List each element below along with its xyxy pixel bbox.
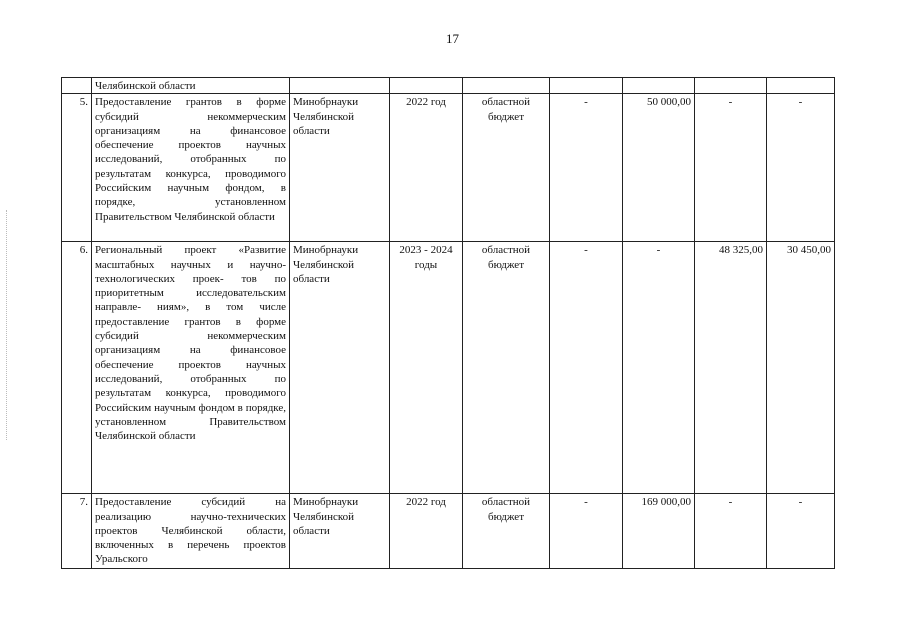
- amount-col-1: -: [550, 242, 623, 494]
- amount-col-3: 48 325,00: [695, 242, 767, 494]
- measure-description: Предоставление субсидий на реализацию научно-технических проектов Челябинской области, включенных в перечень проектов Уральского: [92, 494, 290, 569]
- executor: Минобрнауки Челябинской области: [290, 94, 390, 242]
- amount-col-1: -: [550, 494, 623, 569]
- row-number: 7.: [62, 494, 92, 569]
- page-number: 17: [446, 31, 459, 46]
- amount-col-2: -: [623, 242, 695, 494]
- table-row: [62, 494, 835, 569]
- amount-col-2: 169 000,00: [623, 494, 695, 569]
- table-row: [62, 242, 835, 494]
- amount-col-3: [695, 78, 767, 94]
- amount-col-1: -: [550, 94, 623, 242]
- amount-col-4: -: [767, 94, 835, 242]
- amount-col-4: 30 450,00: [767, 242, 835, 494]
- funding-source: [463, 78, 550, 94]
- amount-col-1: [550, 78, 623, 94]
- measure-description: Предоставление грантов в форме субсидий некоммерческим организациям на финансовое обеспечение проектов научных исследований, отобранных по результатам конкурса, проводимого Российским научным фондом, в порядке, установленном Правительством Челябинской области: [92, 94, 290, 242]
- period: [390, 78, 463, 94]
- table-row: [62, 94, 835, 242]
- margin-dotted-line: [6, 210, 7, 440]
- row-number: 6.: [62, 242, 92, 494]
- row-number: 5.: [62, 94, 92, 242]
- row-number: [62, 78, 92, 94]
- executor: Минобрнауки Челябинской области: [290, 242, 390, 494]
- amount-col-3: -: [695, 494, 767, 569]
- amount-col-2: 50 000,00: [623, 94, 695, 242]
- executor: [290, 78, 390, 94]
- measures-table: [61, 77, 835, 569]
- amount-col-4: -: [767, 494, 835, 569]
- funding-source: областной бюджет: [463, 94, 550, 242]
- measure-description: Региональный проект «Развитие масштабных научных и научно-технологических проек- тов по приоритетным исследовательским направле- ниям», в том числе предоставление грантов в форме субсидий некоммерческим организациям на финансовое обеспечение проектов научных исследований, отобранных по результатам конкурса, проводимого Российским научным фондом в порядке, установленном Правительством Челябинской области: [92, 242, 290, 494]
- period: 2022 год: [390, 494, 463, 569]
- amount-col-2: [623, 78, 695, 94]
- period: 2022 год: [390, 94, 463, 242]
- funding-source: областной бюджет: [463, 242, 550, 494]
- amount-col-3: -: [695, 94, 767, 242]
- amount-col-4: [767, 78, 835, 94]
- executor: Минобрнауки Челябинской области: [290, 494, 390, 569]
- funding-source: областной бюджет: [463, 494, 550, 569]
- measure-description: Челябинской области: [92, 78, 290, 94]
- table-row: [62, 78, 835, 94]
- period: 2023 - 2024 годы: [390, 242, 463, 494]
